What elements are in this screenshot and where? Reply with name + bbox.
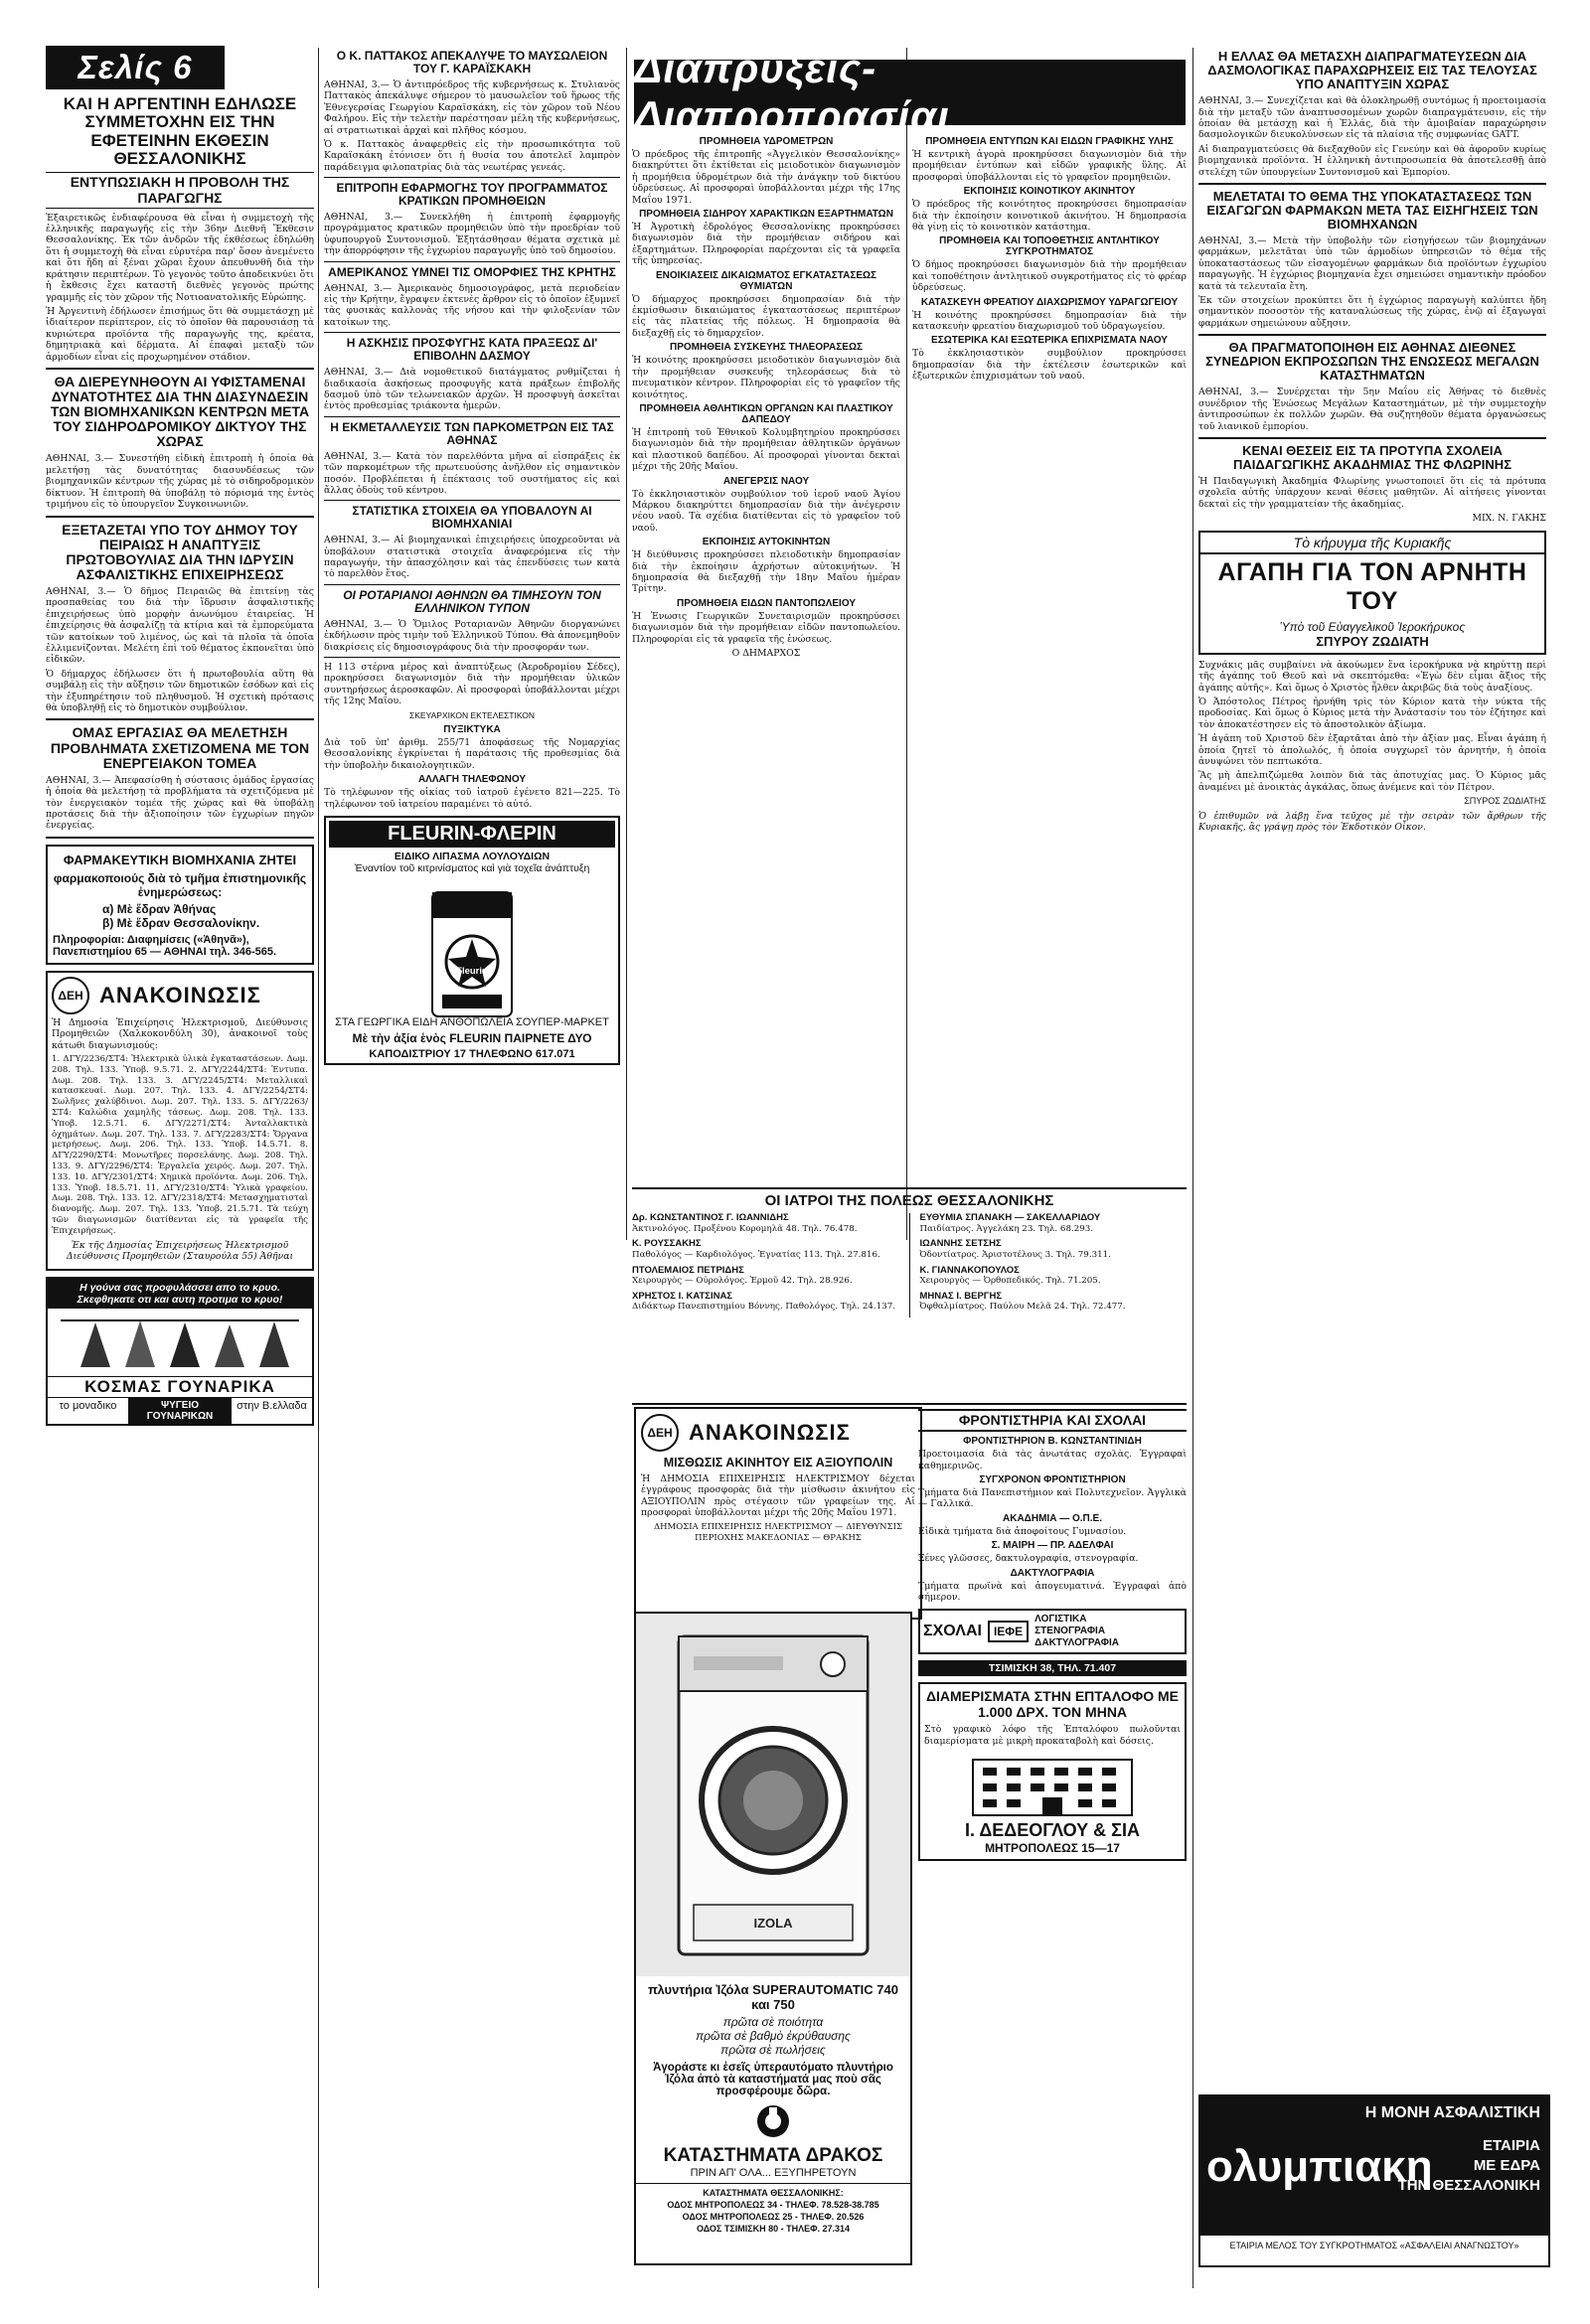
fleurin-offer: Μὲ τὴν ἀξία ἑνὸς FLEURIN ΠΑΙΡΝΕΤΕ ΔΥΟ	[352, 1031, 592, 1046]
article-text: ΑΘΗΝΑΙ, 3.— Συνέρχεται τὴν 5ην Μαΐου εἰς Ἀθήνας τὸ διεθνὲς συνέδριον τῆς Ἑνώσεως Μεγάλων Καταστημάτων, μὲ τὴν συμμετοχὴν ἀντιπροσώπων ἐκ πολλῶν χωρῶν. Θὰ συζητηθοῦν θέματα ὀργανώσεως τοῦ λιανικοῦ ἐμπορίου.	[1198, 387, 1546, 432]
apartments-company: Ι. ΔΕΔΕΟΓΛΟΥ & ΣΙΑ	[965, 1820, 1140, 1841]
notice-heading: ΠΡΟΜΗΘΕΙΑ ΥΔΡΟΜΕΤΡΩΝ	[699, 136, 834, 147]
school-name: ΣΥΓΧΡΟΝΟΝ ΦΡΟΝΤΙΣΤΗΡΙΟΝ	[979, 1473, 1126, 1485]
sermon-signature: ΣΠΥΡΟΣ ΖΩΔΙΑΤΗΣ	[1464, 796, 1546, 807]
article-text: Ἐκ τῶν στοιχείων προκύπτει ὅτι ἡ ἐγχώριος παραγωγὴ καλύπτει ἤδη σημαντικὸν ποσοστὸν τῆς καταναλώσεως τῆς χώρας, ἐνῷ αἱ ἐξαγωγαὶ φαρμάκων σημειώνουν αὔξησιν.	[1198, 295, 1546, 329]
schools-ad-lines	[1034, 1614, 1119, 1649]
fur-coats-illustration-icon	[61, 1313, 299, 1372]
deh-title: ΑΝΑΚΟΙΝΩΣΙΣ	[689, 1420, 851, 1445]
olympiaki-right-2: ΜΕ ΕΔΡΑ	[1473, 2157, 1540, 2174]
izola-address: ΟΔΟΣ ΜΗΤΡΟΠΟΛΕΩΣ 25 - ΤΗΛΕΦ. 20.526	[682, 2212, 865, 2222]
fleurin-shops: ΣΤΑ ΓΕΩΡΓΙΚΑ ΕΙΔΗ ΑΝΘΟΠΩΛΕΙΑ ΣΟΥΠΕΡ-ΜΑΡΚΕΤ	[335, 1016, 609, 1029]
notice-text: Ὁ πρόεδρος τῆς ἐπιτροπῆς «Ἀγγελικὸν Θεσσαλονίκης» διακηρύττει ὅτι ἐκτίθεται εἰς μειοδοτικὸν διαγωνισμὸν ἡ προμήθεια ὑδρομέτρων διὰ τὴν ἀνάγκην τοῦ δικτύου ὑδρεύσεως. Αἱ προσφοραὶ ὑποβάλλονται μέχρι τῆς 17ης Μαΐου 1971.	[632, 149, 900, 206]
pharma-ad-option-a: α) Μὲ ἕδραν Ἀθήνας	[102, 901, 217, 916]
izola-address: ΟΔΟΣ ΜΗΤΡΟΠΟΛΕΩΣ 34 - ΤΗΛΕΦ. 78.528-38.785	[667, 2200, 879, 2210]
notice-heading: ΠΡΟΜΗΘΕΙΑ ΕΙΔΩΝ ΠΑΝΤΟΠΩΛΕΙΟΥ	[677, 597, 856, 609]
doctor-entry	[632, 1239, 899, 1260]
school-name: ΦΡΟΝΤΙΣΤΗΡΙΟΝ Β. ΚΩΝΣΤΑΝΤΙΝΙΔΗ	[963, 1436, 1142, 1448]
subheadline-production: ΕΝΤΥΠΩΣΙΑΚΗ Η ΠΡΟΒΟΛΗ ΤΗΣ ΠΑΡΑΓΩΓΗΣ	[46, 172, 314, 208]
izola-store-name: ΚΑΤΑΣΤΗΜΑΤΑ ΔΡΑΚΟΣ	[663, 2145, 883, 2166]
deh-announcement-1	[46, 971, 314, 1272]
article-text: ΑΘΗΝΑΙ, 3.— Ὁ Ὅμιλος Ροταριανῶν Ἀθηνῶν διοργανώνει ἐκδήλωσιν πρὸς τιμὴν τοῦ Ἑλληνικοῦ Τύπου. Θὰ ἀπονεμηθοῦν διακρίσεις εἰς δημοσιογράφους διὰ τὴν προσφοράν των.	[324, 618, 620, 653]
headline-florina: ΚΕΝΑΙ ΘΕΣΕΙΣ ΕΙΣ ΤΑ ΠΡΟΤΥΠΑ ΣΧΟΛΕΙΑ ΠΑΙΔΑΓΩΓΙΚΗΣ ΑΚΑΔΗΜΙΑΣ ΤΗΣ ΦΛΩΡΙΝΗΣ	[1233, 443, 1511, 473]
fur-ad-illustration	[48, 1309, 312, 1376]
column-2	[324, 48, 620, 2283]
sermon-by: Ὑπὸ τοῦ Εὐαγγελικοῦ Ἱεροκήρυκος	[1279, 619, 1466, 634]
article-text: Αἱ διαπραγματεύσεις θὰ διεξαχθοῦν εἰς Γενεύην καὶ θὰ ἀφοροῦν κυρίως βιομηχανικὰ προϊόντα. Ἡ ἑλληνικὴ ἀντιπροσωπεία θὰ ἀποτελεσθῇ ἀπὸ στελέχη τῶν ὑπουργείων Συντονισμοῦ καὶ Ἐμπορίου.	[1198, 143, 1546, 178]
notice-text: Τὸ ἐκκλησιαστικὸν συμβούλιον προκηρύσσει δημοπρασίαν διὰ τὴν ἐκτέλεσιν ἐσωτερικῶν καὶ ἐξωτερικῶν ἐπιχρισμάτων τοῦ ναοῦ.	[912, 348, 1187, 383]
sermon-text: Ἡ ἀγάπη τοῦ Χριστοῦ δὲν ἐξαρτᾶται ἀπὸ τὴν ἀξίαν μας. Εἶναι ἀγάπη ἡ ὁποία ζητεῖ τὸ ἀπολωλός, ἡ ὁποία συγχωρεῖ τὸν ἀρνητήν, ἡ ὁποία ἀνυψώνει τὸν πεπτωκότα.	[1198, 733, 1546, 767]
article-text: Ὁ κ. Παττακὸς ἀναφερθεὶς εἰς τὴν προσωπικότητα τοῦ Καραϊσκάκη ἐτόνισεν ὅτι ἡ θυσία του ἀποτελεῖ λαμπρὸν παράδειγμα φιλοπατρίας διὰ τὰς νεωτέρας γενεάς.	[324, 138, 620, 173]
notice-text: Ὁ δήμαρχος προκηρύσσει δημοπρασίαν διὰ τὴν ἐκμίσθωσιν δικαιώματος ἐγκαταστάσεως περιπτέρων εἰς τὰς πλατείας τῆς πόλεως. Ἡ δημοπρασία θὰ διεξαχθῇ εἰς τὸ δημαρχεῖον.	[632, 293, 900, 339]
doctor-details: Ὀφθαλμίατρος. Παύλου Μελᾶ 24. Τηλ. 72.477.	[919, 1302, 1126, 1313]
notice-text: Ἡ κοινότης προκηρύσσει δημοπρασίαν διὰ τὴν κατασκευὴν φρεατίου διαχωρισμοῦ τοῦ ὑδραγωγείου.	[912, 309, 1187, 333]
notice-heading: ΠΡΟΜΗΘΕΙΑ ΣΥΣΚΕΥΗΣ ΤΗΛΕΟΡΑΣΕΩΣ	[670, 342, 863, 354]
headline-parking-meters: Η ΕΚΜΕΤΑΛΛΕΥΣΙΣ ΤΩΝ ΠΑΡΚΟΜΕΤΡΩΝ ΕΙΣ ΤΑΣ ΑΘΗΝΑΣ	[330, 419, 614, 447]
fleurin-address: ΚΑΠΟΔΙΣΤΡΙΟΥ 17 ΤΗΛΕΦΩΝΟ 617.071	[369, 1048, 575, 1061]
article-text: ΑΘΗΝΑΙ, 3.— Συνεχίζεται καὶ θὰ ὁλοκληρωθῇ συντόμως ἡ προετοιμασία διὰ τὴν μεταξὺ τῶν ἀναπτυσσομένων χωρῶν διαπραγμάτευσιν, εἰς τὴν ὁποίαν θὰ μετάσχῃ καὶ ἡ Ἑλλάς, διὰ τὴν ἀμοιβαίαν παραχώρησιν δασμολογικῶν διευκολύνσεων εἰς τὰ πλαίσια τῆς συμφωνίας GATT.	[1198, 95, 1546, 141]
deh-announcement-2	[634, 1407, 922, 1620]
article-text: ΑΘΗΝΑΙ, 3.— Συνεκλήθη ἡ ἐπιτροπὴ ἐφαρμογῆς προγράμματος κρατικῶν προμηθειῶν ὑπὸ τὴν προεδρίαν τοῦ ὑφυπουργοῦ Συντονισμοῦ. Ἐξητάσθησαν θέματα σχετικὰ μὲ τὴν ἀπορρόφησιν τῆς ἐγχωρίου παραγωγῆς ὑπὸ τοῦ δημοσίου.	[324, 212, 620, 257]
article-text: ΑΘΗΝΑΙ, 3.— Ὁ δῆμος Πειραιῶς θὰ ἐπιτείνῃ τὰς προσπαθείας του διὰ τὴν ἵδρυσιν ἀσφαλιστικῆς ἐπιχειρήσεως ὑπὸ μορφὴν ἀνωνύμου ἑταιρείας. Ἡ ἐπιχείρησις θὰ ἀσφαλίζῃ τὰ κτίρια καὶ τὰ ἐμπορεύματα τῶν κατοίκων τοῦ λιμένος, ὡς καὶ τὰ πλοῖα τὰ ὁποῖα ἐλλιμενίζονται. Μελέτη ἐπὶ τοῦ θέματος ἐκπονεῖται ὑπὸ εἰδικῶν.	[46, 585, 314, 666]
doctors-column-left	[632, 1213, 899, 1317]
headline-pharma-imports: ΜΕΛΕΤΑΤΑΙ ΤΟ ΘΕΜΑ ΤΗΣ ΥΠΟΚΑΤΑΣΤΑΣΕΩΣ ΤΩΝ ΕΙΣΑΓΩΓΩΝ ΦΑΡΜΑΚΩΝ ΜΕΤΑ ΤΑΣ ΕΙΣΗΓΗΣΕΙΣ ΤΩΝ ΒΙΟΜΗΧΑΝΩΝ	[1206, 188, 1538, 232]
announcement-list: 1. ΔΓΥ/2236/ΣΤ4: Ἠλεκτρικὰ ὑλικὰ ἐγκαταστάσεων. Δωμ. 208. Τηλ. 133. Ὑποβ. 9.5.71. 2. ΔΓΥ/2244/ΣΤ4: Ἐντυπα. Δωμ. 208. Τηλ. 133. 3. ΔΓΥ/2245/ΣΤ4: Μεταλλικαὶ κατασκευαί. Δωμ. 207. Τηλ. 133. 4. ΔΓΥ/2254/ΣΤ4: Σωλῆνες χαλύβδινοι. Δωμ. 207. Τηλ. 133. 5. ΔΓΥ/2263/ΣΤ4: Καλώδια χαμηλῆς τάσεως. Δωμ. 208. Τηλ. 133. Ὑποβ. 12.5.71. 6. ΔΓΥ/2271/ΣΤ4: Ἀνταλλακτικὰ ὀχημάτων. Δωμ. 207. Τηλ. 133. 7. ΔΓΥ/2283/ΣΤ4: Ὄργανα μετρήσεως. Δωμ. 206. Τηλ. 133. Ὑποβ. 14.5.71. 8. ΔΓΥ/2290/ΣΤ4: Μονωτῆρες πορσελάνης. Δωμ. 208. Τηλ. 133. 9. ΔΓΥ/2296/ΣΤ4: Ἐργαλεῖα χειρός. Δωμ. 207. Τηλ. 133. 10. ΔΓΥ/2301/ΣΤ4: Χημικὰ προϊόντα. Δωμ. 206. Τηλ. 133. Ὑποβ. 18.5.71. 11. ΔΓΥ/2310/ΣΤ4: Ὑλικὰ γραφείου. Δωμ. 208. Τηλ. 133. 12. ΔΓΥ/2318/ΣΤ4: Μετασχηματισταὶ διανομῆς. Δωμ. 207. Τηλ. 133. Ὑποβ. 21.5.71. Τὰ τεύχη τῶν διαγωνισμῶν διατίθενται εἰς τὰ γραφεῖα τῆς Ἐπιχειρήσεως.	[52, 1054, 308, 1236]
doctor-entry	[920, 1292, 1188, 1313]
fleurin-title: FLEURIN-ΦΛΕΡΙΝ	[329, 821, 615, 848]
notice-text: Ὁ δήμος προκηρύσσει διαγωνισμὸν διὰ τὴν προμήθειαν καὶ τοποθέτησιν ἀντλητικοῦ συγκροτήματος εἰς τὸ φρέαρ ὑδρεύσεως.	[912, 259, 1187, 294]
notice-heading: ΚΑΤΑΣΚΕΥΗ ΦΡΕΑΤΙΟΥ ΔΙΑΧΩΡΙΣΜΟΥ ΥΔΡΑΓΩΓΕΙΟΥ	[920, 296, 1179, 308]
olympiaki-insurance-ad	[1198, 2094, 1550, 2267]
headline-piraeus-insurance: ΕΞΕΤΑΖΕΤΑΙ ΥΠΟ ΤΟΥ ΔΗΜΟΥ ΤΟΥ ΠΕΙΡΑΙΩΣ Η ΑΝΑΠΤΥΞΙΣ ΠΡΩΤΟΒΟΥΛΙΑΣ ΔΙΑ ΤΗΝ ΙΔΡΥΣΙΝ ΑΣΦΑΛΙΣΤΙΚΗΣ ΕΠΙΧΕΙΡΗΣΕΩΣ	[62, 521, 298, 582]
doctor-name: Κ. ΡΟΥΣΣΑΚΗΣ	[632, 1238, 702, 1250]
headline-pattakos: Ο Κ. ΠΑΤΤΑΚΟΣ ΑΠΕΚΑΛΥΨΕ ΤΟ ΜΑΥΣΩΛΕΙΟΝ ΤΟΥ Γ. ΚΑΡΑΪΣΚΑΚΗ	[336, 49, 608, 76]
article-text: ΑΘΗΝΑΙ, 3.— Διὰ νομοθετικοῦ διατάγματος ρυθμίζεται ἡ διαδικασία ἀσκήσεως προσφυγῆς κατὰ πράξεων ἐπιβολῆς δασμοῦ ὑπὸ τῶν τελωνειακῶν ἀρχῶν. Ἡ προσφυγὴ ἀσκεῖται ἐντὸς προθεσμίας τριάκοντα ἡμερῶν.	[324, 367, 620, 412]
izola-line-2: πρῶτα σὲ βαθμὸ ἐκρύθαυσης	[696, 2029, 851, 2043]
doctor-entry	[920, 1213, 1188, 1234]
notice-heading: ΑΝΕΓΕΡΣΙΣ ΝΑΟΥ	[722, 475, 810, 487]
notice-text: Ἡ διεύθυνσις προκηρύσσει πλειοδοτικὴν δημοπρασίαν διὰ τὴν ἐκποίησιν ἀχρήστων αὐτοκινήτων. Ἡ δημοπρασία θὰ διεξαχθῇ τὴν 18ην Μαΐου ἡμέραν Τρίτην.	[632, 549, 900, 595]
izola-line-3: πρῶτα σὲ πωλήσεις	[720, 2043, 826, 2057]
school-name: ΑΚΑΔΗΜΙΑ — Ο.Π.Ε.	[1003, 1512, 1102, 1524]
fur-ad-right: στην Β.ελλαδα	[237, 1400, 307, 1413]
notice-heading: ΠΡΟΜΗΘΕΙΑ ΚΑΙ ΤΟΠΟΘΕΤΗΣΙΣ ΑΝΤΛΗΤΙΚΟΥ ΣΥΓΚΡΟΤΗΜΑΤΟΣ	[939, 235, 1160, 258]
izola-brand-label: IZOLA	[753, 1915, 793, 1931]
deh-logo-icon: ΔΕΗ	[52, 977, 89, 1014]
fur-ad-left: το μοναδικο	[59, 1400, 117, 1413]
notice-text: Ὁ πρόεδρος τῆς κοινότητος προκηρύσσει δημοπρασίαν διὰ τὴν ἐκποίησιν κοινοτικοῦ ἀκινήτου. Ἡ δημοπρασία θὰ γίνῃ εἰς τὸ κοινοτικὸν κατάστημα.	[912, 199, 1187, 233]
doctor-entry	[632, 1292, 899, 1313]
apartments-ad	[918, 1682, 1187, 1861]
headline-rail-network: ΘΑ ΔΙΕΡΕΥΝΗΘΟΥΝ ΑΙ ΥΦΙΣΤΑΜΕΝΑΙ ΔΥΝΑΤΟΤΗΤΕΣ ΔΙΑ ΤΗΝ ΔΙΑΣΥΝΔΕΣΙΝ ΤΩΝ ΒΙΟΜΗΧΑΝΙΚΩΝ ΚΕΝΤΡΩΝ ΜΕΤΑ ΤΟΥ ΣΙΔΗΡΟΔΡΟΜΙΚΟΥ ΔΙΚΤΥΟΥ ΤΗΣ ΧΩΡΑΣ	[50, 373, 310, 450]
izola-photo	[636, 1614, 910, 1976]
column-rule	[318, 48, 319, 2288]
izola-line-4: Ἀγοράστε κι ἐσεῖς ὑπεραυτόματο πλυντήριο Ἰζόλα ἀπὸ τὰ καταστήματά μας ποὺ σᾶς προσφέρουμε δῶρα.	[653, 2062, 893, 2097]
notice-text: Τὸ ἐκκλησιαστικὸν συμβούλιον τοῦ ἱεροῦ ναοῦ Ἁγίου Μάρκου διακηρύττει δημοπρασίαν διὰ τὴν ἀνέγερσιν νέου ναοῦ. Τὰ σχέδια διατίθενται εἰς τὸ γραφεῖον τοῦ ναοῦ.	[632, 488, 900, 534]
schools-heading: ΦΡΟΝΤΙΣΤΗΡΙΑ ΚΑΙ ΣΧΟΛΑΙ	[918, 1409, 1187, 1432]
headline-department-stores: ΘΑ ΠΡΑΓΜΑΤΟΠΟΙΗΘΗ ΕΙΣ ΑΘΗΝΑΣ ΔΙΕΘΝΕΣ ΣΥΝΕΔΡΙΟΝ ΕΚΠΡΟΣΩΠΩΝ ΤΗΣ ΕΝΩΣΕΩΣ ΜΕΓΑΛΩΝ ΚΑΤΑΣΤΗΜΑΤΩΝ	[1205, 340, 1539, 384]
doctor-entry	[632, 1266, 899, 1287]
doctor-details: Ὀδοντίατρος. Ἀριστοτέλους 3. Τηλ. 79.311.	[919, 1249, 1111, 1260]
article-text: ΑΘΗΝΑΙ, 3.— Μετὰ τὴν ὑποβολὴν τῶν εἰσηγήσεων τῶν βιομηχάνων φαρμάκων, μελετᾶται ὑπὸ τῶν ἁρμοδίων ὑπηρεσιῶν τὸ θέμα τῆς ὑποκαταστάσεως τῶν εἰσαγομένων φαρμάκων διὰ προϊόντων ἐγχωρίου παραγωγῆς. Ἡ ἐγχώριος βιομηχανία ἔχει σημειώσει σημαντικὴν πρόοδον κατὰ τὰ τελευταῖα ἔτη.	[1198, 235, 1546, 292]
doctors-directory	[632, 1187, 1187, 1405]
notice-text: Ἡ Ἀγροτικὴ ἐδρολόγος Θεσσαλονίκης προκηρύσσει διαγωνισμὸν διὰ τὴν προμήθειαν σιδήρου καὶ ἐξαρτημάτων. Πληροφορίαι παρέχονται εἰς τὰ γραφεῖα τῆς ὑπηρεσίας.	[632, 222, 900, 267]
column-5	[1198, 48, 1546, 2094]
fur-shop-name: ΚΟΣΜΑΣ ΓΟΥΝΑΡΙΚΑ	[48, 1376, 312, 1397]
fleurin-pack-label: Fleurin	[456, 966, 488, 978]
apartments-address: ΜΗΤΡΟΠΟΛΕΩΣ 15—17	[985, 1841, 1120, 1856]
olympiaki-footer: ΕΤΑΙΡΙΑ ΜΕΛΟΣ ΤΟΥ ΣΥΓΚΡΟΤΗΜΑΤΟΣ «ΑΣΦΑΛΕΙΑΙ ΑΝΑΓΝΩΣΤΟΥ»	[1229, 2241, 1519, 2250]
column-rule	[626, 48, 627, 1240]
doctor-details: Χειρουργὸς — Ὀρθοπεδικός. Τηλ. 71.205.	[919, 1276, 1101, 1287]
column-4-lower: ΦΡΟΝΤΙΣΤΗΡΙΑ ΚΑΙ ΣΧΟΛΑΙ ΦΡΟΝΤΙΣΤΗΡΙΟΝ Β. ΚΩΝΣΤΑΝΤΙΝΙΔΗ Προετοιμασία διὰ τὰς ἀνωτάτας σχολὰς. Ἐγγραφαὶ καθημερινῶς. ΣΥΓΧΡΟΝΟΝ ΦΡΟΝΤΙΣΤΗΡΙΟΝ Τμήματα διὰ Πανεπιστήμιον καὶ Πολυτεχνεῖον. Ἀγγλικὰ — Γαλλικά. ΑΚΑΔΗΜΙΑ — Ο.Π.Ε. Εἰδικὰ τμήματα διὰ ἀποφοίτους Γυμνασίου. Σ. ΜΑΙΡΗ — ΠΡ. ΑΔΕΛΦΑΙ Ξένες γλῶσσες, δακτυλογραφία, στενογραφία. ΔΑΚΤΥΛΟΓΡΑΦΙΑ Τμήματα πρωϊνὰ καὶ ἀπογευματινά. Ἐγγραφαὶ ἀπὸ σήμερον. ΣΧΟΛΑΙ ΙΕΦΕ ΛΟΓΙΣΤΙΚΑ ΣΤΕΝΟΓΡΑΦΙΑ ΔΑΚΤΥΛΟΓΡΑΦΙΑ ΤΣΙΜΙΣΚΗ 38, ΤΗΛ. 71.407 ΔΙΑΜΕΡΙΣΜΑΤΑ ΣΤΗΝ ΕΠΤΑΛΟΦΟ ΜΕ 1.000 ΔΡΧ. ΤΟΝ ΜΗΝΑ Στὸ γραφικὸ λόφο τῆς Ἐπταλόφου πωλοῦνται διαμερίσματα μὲ μικρὴ προκαταβολὴ καὶ δόσεις. Ι. ΔΕΔΕΟΓΛΟΥ & ΣΙΑ ΜΗΤΡΟΠΟΛΕΩΣ 15—17	[918, 1407, 1187, 2281]
doctor-details: Παθολόγος — Καρδιολόγος. Ἐγνατίας 113. Τηλ. 27.816.	[632, 1249, 880, 1260]
drakos-logo-icon	[755, 2103, 791, 2139]
article-text: Διὰ τοῦ ὑπ' ἀριθμ. 255/71 ἀποφάσεως τῆς Νομαρχίας Θεσσαλονίκης ἐγκρίνεται ἡ παράτασις τῆς προθεσμίας διὰ τὴν ὑποβολὴν δικαιολογητικῶν.	[324, 737, 620, 771]
notice-heading: ΕΣΩΤΕΡΙΚΑ ΚΑΙ ΕΞΩΤΕΡΙΚΑ ΕΠΙΧΡΙΣΜΑΤΑ ΝΑΟΥ	[931, 335, 1168, 347]
doctor-name: ΧΡΗΣΤΟΣ Ι. ΚΑΤΣΙΝΑΣ	[632, 1290, 733, 1302]
izola-address-label: ΚΑΤΑΣΤΗΜΑΤΑ ΘΕΣΣΑΛΟΝΙΚΗΣ:	[703, 2188, 844, 2198]
article-signature: ΜΙΧ. Ν. ΓΑΚΗΣ	[1472, 513, 1546, 525]
notice-text: Ἡ ἐπιτροπὴ τοῦ Ἐθνικοῦ Κολυμβητηρίου προκηρύσσει διαγωνισμὸν διὰ τὴν προμήθειαν ἀθλητικῶν ὀργάνων καὶ πλαστικοῦ δαπέδου. Αἱ προσφοραὶ γίνονται δεκταὶ μέχρι τῆς 20ῆς Μαΐου.	[632, 426, 900, 473]
announcement-signature: Ἐκ τῆς Δημοσίας Ἐπιχειρήσεως Ἠλεκτρισμοῦ Διεύθυνσις Προμηθειῶν (Σταυρούλα 55) Ἀθῆναι	[66, 1239, 294, 1262]
doctor-name: ΜΗΝΑΣ Ι. ΒΕΡΓΗΣ	[919, 1290, 1003, 1302]
article-text: Ἐξαιρετικῶς ἐνδιαφέρουσα θὰ εἶναι ἡ συμμετοχὴ τῆς ἐλληνικῆς παραγωγῆς εἰς τὴν 36ην Διεθνῆ Ἔκθεσιν Θεσσαλονίκης. Ἐκ τῶν ἀνδρῶν τῆς ἐκθέσεως ἐδηλώθη ὅτι ἡ συμμετοχὴ θὰ εἶναι εὐρυτέρα παρ' ὅσον ἀνεμένετο καὶ ὅτι ἤδη αἱ ξέναι χῶραι ἔχουν ἀπευθυνθῆ διὰ τὴν κράτησιν περιπτέρων. Τὸ γεγονὸς τοῦτο ἀποδεικνύει ὅτι ἡ ἔκθεσις ἔχει καταστῆ διεθνὲς γεγονὸς πρώτης γραμμῆς εἰς τὸν χῶρον τῆς Νοτιοανατολικῆς Εὐρώπης.	[46, 212, 314, 303]
announcement-title: ΑΝΑΚΟΙΝΩΣΙΣ	[99, 982, 261, 1007]
section-subheading: ΠΥΞΙΚΤΥΚΑ	[443, 724, 501, 736]
iefe-logo-icon: ΙΕΦΕ	[988, 1621, 1029, 1642]
deh-signature: ΔΗΜΟΣΙΑ ΕΠΙΧΕΙΡΗΣΙΣ ΗΛΕΚΤΡΙΣΜΟΥ — ΔΙΕΥΘΥΝΣΙΣ ΠΕΡΙΟΧΗΣ ΜΑΚΕΔΟΝΙΑΣ — ΘΡΑΚΗΣ	[654, 1521, 902, 1544]
announcement-intro: Ἡ Δημοσία Ἐπιχείρησις Ἠλεκτρισμοῦ, Διεύθυνσις Προμηθειῶν (Χαλκοκονδύλη 30), ἀνακοινοῖ τοὺς κάτωθι διαγωνισμούς:	[52, 1016, 308, 1051]
article-text: ΑΘΗΝΑΙ, 3.— Ἀπεφασίσθη ἡ σύστασις ὁμάδος ἐργασίας ἡ ὁποία θὰ μελετήσῃ τὰ προβλήματα τὰ σχετιζόμενα μὲ τὸν ἐνεργειακὸν τομέα τῆς χώρας καὶ θὰ ὑποβάλῃ προτάσεις διὰ τὴν ἀξιοποίησιν τῶν ἐγχωρίων πηγῶν ἐνεργείας.	[46, 774, 314, 832]
sermon-text: Ὁ Ἀπόστολος Πέτρος ἠρνήθη τρὶς τὸν Κύριον κατὰ τὴν νύκτα τῆς προδοσίας. Καὶ ὅμως ὁ Κύριος μετὰ τὴν Ἀνάστασίν του τὸν ἐζήτησε καὶ τὸν ἀποκατέστησεν εἰς τὸ ἀποστολικὸν ἀξίωμα.	[1198, 696, 1546, 730]
notice-heading: ΠΡΟΜΗΘΕΙΑ ΕΝΤΥΠΩΝ ΚΑΙ ΕΙΔΩΝ ΓΡΑΦΙΚΗΣ ΥΛΗΣ	[925, 136, 1174, 147]
doctors-column-right	[920, 1213, 1188, 1317]
doctor-name: ΙΩΑΝΝΗΣ ΣΕΤΣΗΣ	[919, 1238, 1002, 1250]
column-1	[46, 93, 314, 2279]
notice-signature: Ο ΔΗΜΑΡΧΟΣ	[731, 648, 801, 659]
doctor-details: Χειρουργὸς — Οὐρολόγος. Ἑρμοῦ 42. Τηλ. 28.926.	[632, 1276, 853, 1287]
headline-crete: ΑΜΕΡΙΚΑΝΟΣ ΥΜΝΕΙ ΤΙΣ ΟΜΟΡΦΙΕΣ ΤΗΣ ΚΡΗΤΗΣ	[328, 264, 616, 279]
schools-ad-line: ΔΑΚΤΥΛΟΓΡΑΦΙΑ	[1034, 1637, 1119, 1649]
schools-ad-title: ΣΧΟΛΑΙ	[923, 1623, 982, 1640]
page-masthead: Σελίς 6	[46, 46, 225, 89]
izola-slogan: ΠΡΙΝ ΑΠ' ΟΛΑ... ΕΞΥΠΗΡΕΤΟΥΝ	[690, 2167, 857, 2179]
sermon-note: Ὁ ἐπιθυμῶν νὰ λάβῃ ἕνα τεῦχος μὲ τὴν σειρὰν τῶν ἄρθρων τῆς Κυριακῆς, ἂς γράψῃ πρὸς τὸν Ἐκδοτικὸν Οἶκον.	[1198, 810, 1546, 833]
fur-storage-ad	[46, 1277, 314, 1426]
apartments-title: ΔΙΑΜΕΡΙΣΜΑΤΑ ΣΤΗΝ ΕΠΤΑΛΟΦΟ ΜΕ 1.000 ΔΡΧ. ΤΟΝ ΜΗΝΑ	[925, 1688, 1180, 1721]
doctor-name: ΕΥΘΥΜΙΑ ΣΠΑΝΑΚΗ — ΣΑΚΕΛΛΑΡΙΔΟΥ	[919, 1212, 1101, 1224]
fleurin-ad	[324, 816, 620, 1065]
apartments-text: Στὸ γραφικὸ λόφο τῆς Ἐπταλόφου πωλοῦνται διαμερίσματα μὲ μικρὴ προκαταβολὴ καὶ δόσεις.	[924, 1724, 1181, 1747]
apartment-building-icon	[943, 1754, 1162, 1817]
article-text: ΑΘΗΝΑΙ, 3.— Συνεστήθη εἰδικὴ ἐπιτροπὴ ἡ ὁποία θὰ μελετήσῃ τὰς δυνατότητας διασυνδέσεως τῶν βιομηχανικῶν κέντρων τῆς χώρας μὲ τὸ σιδηροδρομικὸν δίκτυον. Ἡ ἐπιτροπὴ θὰ ὑποβάλῃ τὸ πόρισμά της ἐντὸς τριμήνου εἰς τὸ ὑπουργεῖον Συγκοινωνιῶν.	[46, 453, 314, 511]
sermon-box	[1198, 531, 1546, 655]
headline-energy-group: ΟΜΑΣ ΕΡΓΑΣΙΑΣ ΘΑ ΜΕΛΕΤΗΣΗ ΠΡΟΒΛΗΜΑΤΑ ΣΧΕΤΙΖΟΜΕΝΑ ΜΕ ΤΟΝ ΕΝΕΡΓΕΙΑΚΟΝ ΤΟΜΕΑ	[50, 724, 310, 771]
sermon-author: ΣΠΥΡΟΥ ΖΩΔΙΑΤΗ	[1316, 633, 1429, 649]
pharma-ad-title: ΦΑΡΜΑΚΕΥΤΙΚΗ ΒΙΟΜΗΧΑΝΙΑ ΖΗΤΕΙ	[63, 852, 297, 867]
pharma-ad-option-b: β) Μὲ ἕδραν Θεσσαλονίκην.	[102, 915, 260, 930]
doctor-details: Παιδίατρος. Ἀγγελάκη 23. Τηλ. 68.293.	[919, 1223, 1094, 1234]
article-text: Ὁ δήμαρχος ἐδήλωσεν ὅτι ἡ πρωτοβουλία αὕτη θὰ συμβάλῃ εἰς τὴν αὔξησιν τῶν δημοτικῶν ἐσόδων καὶ εἰς τὴν ἐξυπηρέτησιν τοῦ πληθυσμοῦ. Ἡ σχετικὴ πρότασις θὰ ὑποβληθῇ εἰς τὸ δημοτικὸν συμβούλιον.	[46, 668, 314, 714]
sermon-title: ΑΓΑΠΗ ΓΙΑ ΤΟΝ ΑΡΝΗΤΗ ΤΟΥ	[1217, 557, 1527, 615]
section-subheading: ΑΛΛΑΓΗ ΤΗΛΕΦΩΝΟΥ	[417, 774, 527, 786]
notice-heading: ΕΚΠΟΙΗΣΙΣ ΚΟΙΝΟΤΙΚΟΥ ΑΚΙΝΗΤΟΥ	[963, 186, 1136, 198]
article-text: ΑΘΗΝΑΙ, 3.— Κατὰ τὸν παρελθόντα μῆνα αἱ εἰσπράξεις ἐκ τῶν παρκομέτρων τῆς πρωτευούσης ἀνῆλθον εἰς σημαντικὸν ποσόν. Προβλέπεται ἡ ἐπέκτασις τοῦ συστήματος εἰς καὶ ἄλλας ὁδοὺς τοῦ κέντρου.	[324, 450, 620, 496]
washing-machine-icon	[664, 1627, 882, 1964]
headline-customs-appeal: Η ΑΣΚΗΣΙΣ ΠΡΟΣΦΥΓΗΣ ΚΑΤΑ ΠΡΑΞΕΩΣ ΔΙ' ΕΠΙΒΟΛΗΝ ΔΑΣΜΟΥ	[346, 336, 598, 364]
notice-text: Ἡ κοινότης προκηρύσσει μειοδοτικὸν διαγωνισμὸν διὰ τὴν προμήθειαν συσκευῆς τηλεοράσεως διὰ τὸ πνευματικὸν κέντρον. Πληροφορίαι εἰς τὸ γραφεῖον τῆς κοινότητος.	[632, 355, 900, 400]
fur-ad-middle: ΨΥΓΕΙΟ ΓΟΥΝΑΡΙΚΩΝ	[128, 1398, 232, 1424]
doctor-entry	[632, 1213, 899, 1234]
deh-subtitle: ΜΙΣΘΩΣΙΣ ΑΚΙΝΗΤΟΥ ΕΙΣ ΑΞΙΟΥΠΟΛΙΝ	[663, 1456, 893, 1470]
article-text: Ἡ Ἀργεντινὴ ἐδήλωσεν ἐπισήμως ὅτι θὰ συμμετάσχῃ μὲ ἰδιαίτερον περίπτερον, εἰς τὸ ὁποῖον θὰ παρουσιάσῃ τὰ κυριώτερα προϊόντα τῆς παραγωγῆς της, κρέατα, δημητριακὰ καὶ δέρματα. Αἱ ἐπαφαὶ μεταξὺ τῶν ἁρμοδίων εἶναι εἰς προχωρημένον στάδιον.	[46, 305, 314, 363]
article-text: ΑΘΗΝΑΙ, 3.— Ἀμερικανὸς δημοσιογράφος, μετὰ περιοδείαν εἰς τὴν Κρήτην, ἔγραψεν ἐκτενὲς ἄρθρον εἰς τὸ ὁποῖον ἐξυμνεῖ τὰς φυσικὰς καλλονὰς τῆς νήσου καὶ τὴν φιλοξενίαν τῶν κατοίκων της.	[324, 282, 620, 328]
headline-argentina: ΚΑΙ Η ΑΡΓΕΝΤΙΝΗ ΕΔΗΛΩΣΕ ΣΥΜΜΕΤΟΧΗΝ ΕΙΣ ΤΗΝ ΕΦΕΤΕΙΝΗΝ ΕΚΘΕΣΙΝ ΘΕΣΣΑΛΟΝΙΚΗΣ	[63, 94, 297, 169]
izola-line-1: πρῶτα σὲ ποιότητα	[722, 2015, 824, 2029]
article-text: Η 113 στέρνα μέρος καὶ ἀναπτύξεως (Ἀεροδρομίου Σέδες), προκηρύσσει διαγωνισμὸν διὰ τὴν προμήθειαν ὑλικῶν συντηρήσεως ἀεροσκαφῶν. Αἱ προσφοραὶ ὑποβάλλονται μέχρι τῆς 12ης Μαΐου.	[324, 661, 620, 707]
column-rule	[1192, 48, 1193, 2288]
schools-ad-line: ΣΤΕΝΟΓΡΑΦΙΑ	[1034, 1626, 1106, 1637]
notice-text: Ἡ κεντρικὴ ἀγορὰ προκηρύσσει διαγωνισμὸν διὰ τὴν προμήθειαν ἐντύπων καὶ εἰδῶν γραφικῆς ὕλης. Αἱ προσφοραὶ ὑποβάλλονται εἰς τὸ γραφεῖον προμηθειῶν.	[912, 149, 1187, 183]
article-text: Ἡ Παιδαγωγικὴ Ἀκαδημία Φλωρίνης γνωστοποιεῖ ὅτι εἰς τὰ πρότυπα σχολεῖα αὐτῆς ὑπάρχουν κεναὶ θέσεις μαθητῶν. Αἱ αἰτήσεις γίνονται δεκταὶ εἰς τὴν γραμματείαν τῆς ἀκαδημίας.	[1198, 476, 1546, 510]
doctor-name: ΠΤΟΛΕΜΑΙΟΣ ΠΕΤΡΙΔΗΣ	[632, 1264, 744, 1276]
sermon-text: Συχνάκις μᾶς συμβαίνει νὰ ἀκούωμεν ἕνα ἱεροκήρυκα νὰ κηρύττῃ περὶ τῆς ἀγάπης τοῦ Θεοῦ καὶ νὰ σκεπτόμεθα: «Ἐγὼ δὲν εἶμαι ἄξιος τῆς ἀγάπης αὐτῆς». Καὶ ὅμως ὁ Χριστὸς ἦλθεν ἀκριβῶς διὰ τοὺς ἀναξίους.	[1198, 659, 1546, 694]
olympiaki-brand: ολυμπιακη	[1206, 2142, 1433, 2191]
doctor-name: Δρ. ΚΩΝΣΤΑΝΤΙΝΟΣ Γ. ΙΩΑΝΝΙΔΗΣ	[632, 1212, 789, 1224]
schools-ad-address: ΤΣΙΜΙΣΚΗ 38, ΤΗΛ. 71.407	[918, 1660, 1187, 1676]
column-3	[632, 133, 900, 1186]
schools-ad-line: ΛΟΓΙΣΤΙΚΑ	[1034, 1614, 1087, 1626]
deh-text: Ἡ ΔΗΜΟΣΙΑ ΕΠΙΧΕΙΡΗΣΙΣ ΗΛΕΚΤΡΙΣΜΟΥ δέχεται ἐγγράφους προσφορὰς διὰ τὴν μίσθωσιν ἀκινήτου εἰς ΑΞΙΟΥΠΟΛΙΝ πρὸς στέγασιν τῶν γραφείων της. Αἱ προσφοραὶ ὑποβάλλονται μέχρι τῆς 20ῆς Μαΐου 1971.	[641, 1473, 915, 1519]
notice-heading: ΕΝΟΙΚΙΑΣΕΙΣ ΔΙΚΑΙΩΜΑΤΟΣ ΕΓΚΑΤΑΣΤΑΣΕΩΣ ΘΥΜΙΑΤΩΝ	[655, 269, 877, 292]
pharma-ad-text: φαρμακοποιούς διὰ τὸ τμῆμα ἐπιστημονικῆς ἐνημερώσεως:	[53, 870, 307, 899]
article-text: ΑΘΗΝΑΙ, 3.— Αἱ βιομηχανικαὶ ἐπιχειρήσεις ὑποχρεοῦνται νὰ ὑποβάλουν στατιστικὰ στοιχεῖα ἀναφερόμενα εἰς τὴν παραγωγήν, τὴν ἀπασχόλησιν καὶ τὰς ἐπενδύσεις των κατὰ τὸ παρελθὸν ἔτος.	[324, 535, 620, 580]
fleurin-subtitle: ΕΙΔΙΚΟ ΛΙΠΑΣΜΑ ΛΟΥΛΟΥΔΙΩΝ	[394, 851, 551, 863]
notice-heading: ΠΡΟΜΗΘΕΙΑ ΣΙΔΗΡΟΥ ΧΑΡΑΚΤΙΚΩΝ ΕΞΑΡΤΗΜΑΤΩΝ	[639, 209, 893, 221]
pharma-ad-info: Πληροφορίαι: Διαφημίσεις («Ἀθηνᾶ»), Πανεπιστημίου 65 — ΑΘΗΝΑΙ τηλ. 346-565.	[53, 933, 277, 958]
olympiaki-right-3: ΤΗΝ ΘΕΣΣΑΛΟΝΙΚΗ	[1397, 2177, 1540, 2194]
doctor-details: Ἀκτινολόγος. Προξένου Κορομηλᾶ 48. Τηλ. 76.478.	[632, 1223, 858, 1234]
doctor-details: Διδάκτωρ Πανεπιστημίου Βόννης. Παθολόγος. Τηλ. 24.137.	[632, 1302, 895, 1313]
headline-statistics: ΣΤΑΤΙΣΤΙΚΑ ΣΤΟΙΧΕΙΑ ΘΑ ΥΠΟΒΑΛΟΥΝ ΑΙ ΒΙΟΜΗΧΑΝΙΑΙ	[352, 504, 592, 532]
section-banner: Διαπρύξεις-Διαπροπρασίαι	[634, 60, 1186, 125]
headline-gatt: Η ΕΛΛΑΣ ΘΑ ΜΕΤΑΣΧΗ ΔΙΑΠΡΑΓΜΑΤΕΥΣΕΩΝ ΔΙΑ ΔΑΣΜΟΛΟΓΙΚΑΣ ΠΑΡΑΧΩΡΗΣΕΙΣ ΕΙΣ ΤΑΣ ΤΕΛΟΥΣΑΣ ΥΠΟ ΑΝΑΠΤΥΞΙΝ ΧΩΡΑΣ	[1207, 49, 1537, 92]
pharma-job-ad	[46, 845, 314, 965]
fleurin-package-icon	[412, 877, 532, 1021]
notice-text: Ἡ Ἐνωσις Γεωργικῶν Συνεταιρισμῶν προκηρύσσει διαγωνισμὸν διὰ τὴν προμήθειαν εἰδῶν παντοπωλείου. Πληροφορίαι εἰς τὰ γραφεῖα τῆς ἑνώσεως.	[632, 610, 900, 645]
olympiaki-line-1: Η ΜΟΝΗ ΑΣΦΑΛΙΣΤΙΚΗ	[1364, 2104, 1540, 2121]
doctor-entry	[920, 1239, 1188, 1260]
izola-ad	[634, 1612, 912, 2265]
article-text: ΑΘΗΝΑΙ, 3.— Ὁ ἀντιπρόεδρος τῆς κυβερνήσεως κ. Στυλιανὸς Παττακὸς ἀπεκάλυψε σήμερον τὸ μαυσωλεῖον τοῦ ἥρωος τῆς Ἐθνεγερσίας Γεωργίου Καραϊσκάκη, εἰς τὸν χῶρον τοῦ Νέου Φαλήρου. Εἰς τὴν τελετὴν παρέστησαν μέλη τῆς κυβερνήσεως, αἱ στρατιωτικαὶ ἀρχαὶ καὶ πλῆθος κόσμου.	[324, 78, 620, 136]
headline-rotary: ΟΙ ΡΟΤΑΡΙΑΝΟΙ ΑΘΗΝΩΝ ΘΑ ΤΙΜΗΣΟΥΝ ΤΟΝ ΕΛΛΗΝΙΚΟΝ ΤΥΠΟΝ	[343, 587, 601, 615]
article-text: Τὸ τηλέφωνον τῆς οἰκίας τοῦ ἰατροῦ ἐγένετο 821—225. Τὸ τηλέφωνον τοῦ ἰατρείου παραμένει τὸ αὐτό.	[324, 787, 620, 810]
school-name: Σ. ΜΑΙΡΗ — ΠΡ. ΑΔΕΛΦΑΙ	[991, 1540, 1114, 1552]
notice-heading: ΠΡΟΜΗΘΕΙΑ ΑΘΛΗΤΙΚΩΝ ΟΡΓΑΝΩΝ ΚΑΙ ΠΛΑΣΤΙΚΟΥ ΔΑΠΕΔΟΥ	[639, 402, 893, 425]
headline-procurement-committee: ΕΠΙΤΡΟΠΗ ΕΦΑΡΜΟΓΗΣ ΤΟΥ ΠΡΟΓΡΑΜΜΑΤΟΣ ΚΡΑΤΙΚΩΝ ΠΡΟΜΗΘΕΙΩΝ	[336, 181, 608, 209]
deh-logo-icon: ΔΕΗ	[641, 1414, 679, 1452]
doctors-title: ΟΙ ΙΑΤΡΟΙ ΤΗΣ ΠΟΛΕΩΣ ΘΕΣΣΑΛΟΝΙΚΗΣ	[764, 1192, 1054, 1209]
izola-address: ΟΔΟΣ ΤΣΙΜΙΣΚΗ 80 - ΤΗΛΕΦ. 27.314	[696, 2224, 851, 2234]
olympiaki-right-1: ΕΤΑΙΡΙΑ	[1482, 2137, 1540, 2154]
sermon-text: Ἂς μὴ ἀπελπιζώμεθα λοιπὸν διὰ τὰς ἀποτυχίας μας. Ὁ Κύριος μᾶς ἀναμένει μὲ ἀνοικτὰς ἀγκάλας, ὅπως ἀνέμενε καὶ τὸν Πέτρον.	[1198, 770, 1546, 793]
notice-heading: ΕΚΠΟΙΗΣΙΣ ΑΥΤΟΚΙΝΗΤΩΝ	[702, 537, 831, 548]
signature: ΣΚΕΥΑΡΧΙΚΟΝ ΕΚΤΕΛΕΣΤΙΚΟΝ	[408, 709, 536, 720]
doctor-name: Κ. ΓΙΑΝΝΑΚΟΠΟΥΛΟΣ	[919, 1264, 1020, 1276]
fleurin-subtitle-2: Ἐναντίον τοῦ κιτρινίσματος καὶ γιὰ τοχεῖα ἀνάπτυξη	[354, 862, 590, 875]
column-rule	[906, 48, 907, 1240]
sermon-kicker: Τὸ κήρυγμα τῆς Κυριακῆς	[1200, 533, 1544, 554]
school-name: ΔΑΚΤΥΛΟΓΡΑΦΙΑ	[1010, 1567, 1095, 1579]
schools-ad	[918, 1609, 1187, 1654]
fur-ad-banner: Η γούνα σας προφυλάσσει απο το κρυο. Σκεφθηκατε οτι και αυτη προτιμα το κρυο!	[48, 1279, 312, 1309]
izola-headline: πλυντήρια Ἰζόλα SUPERAUTOMATIC 740 και 750	[648, 1982, 898, 2012]
doctor-entry	[920, 1266, 1188, 1287]
